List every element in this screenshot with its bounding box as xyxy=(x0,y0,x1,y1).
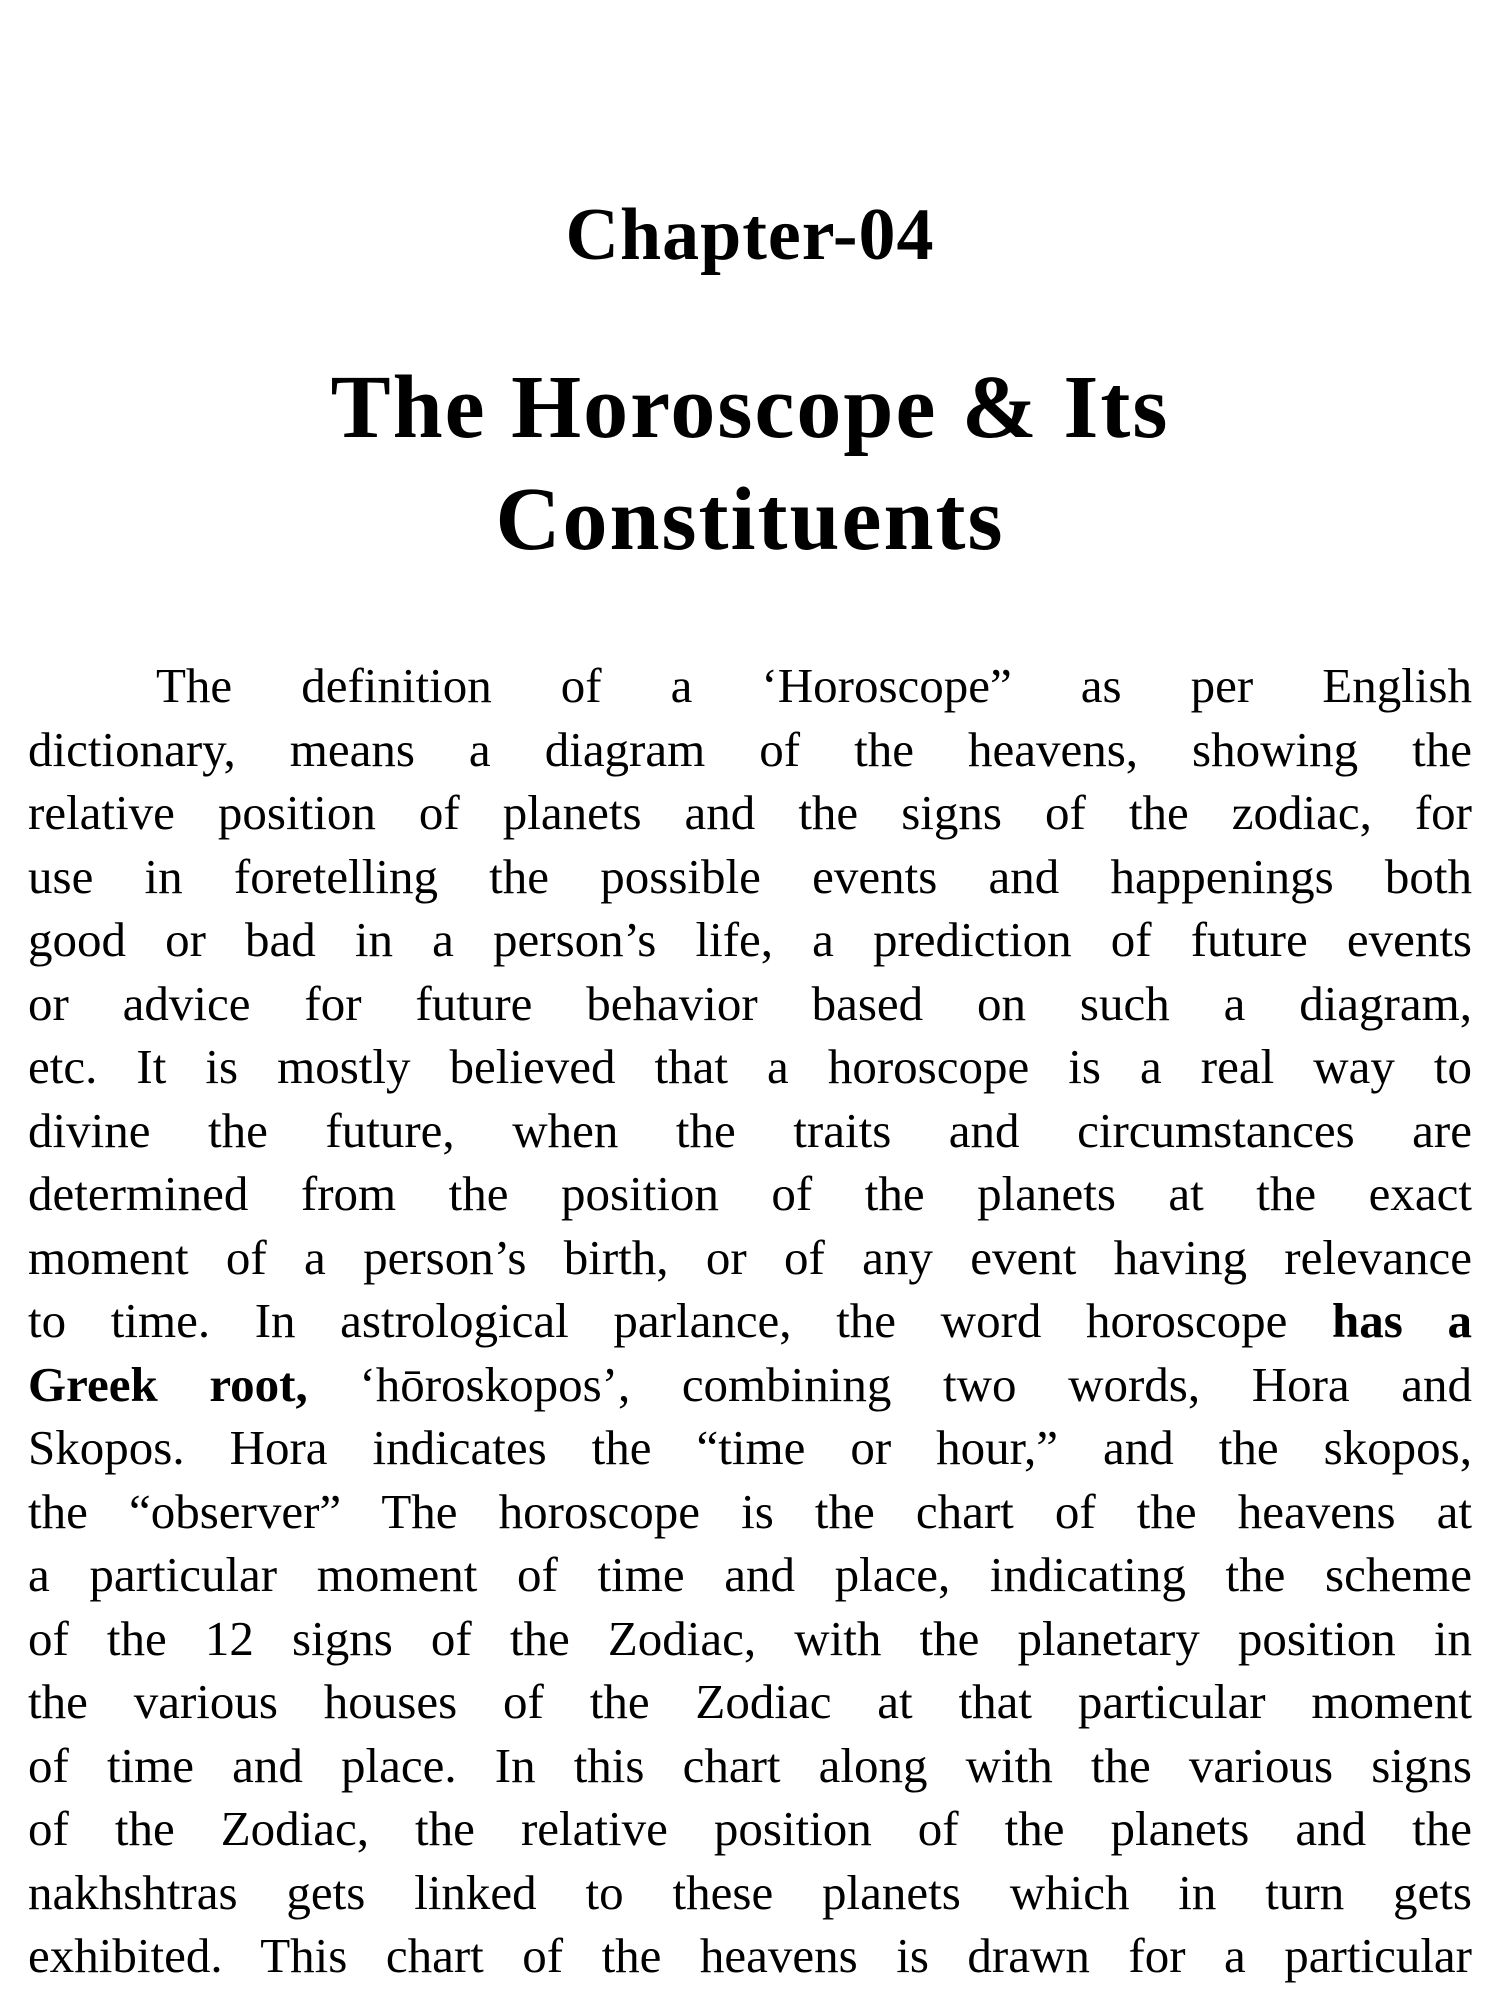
bold-phrase: Greek root, xyxy=(28,1356,308,1412)
paragraph-line: use in foretelling the possible events and happenings both xyxy=(28,848,1472,904)
chapter-title-line-1: The Horoscope & Its xyxy=(330,358,1170,457)
paragraph-line: Skopos. Hora indicates the “time or hour,” and the skopos, xyxy=(28,1420,1472,1475)
paragraph-line: divine the future, when the traits and circumstances are xyxy=(28,1102,1472,1158)
paragraph-line: The definition of a ‘Horoscope” as per English xyxy=(156,658,1472,713)
paragraph-line: of the Zodiac, the relative position of the planets and the xyxy=(28,1801,1472,1856)
paragraph-line: moment of a person’s birth, or of any event having relevance xyxy=(28,1229,1472,1285)
chapter-title xyxy=(0,352,1500,576)
paragraph-line: etc. It is mostly believed that a horoscope is a real way to xyxy=(28,1039,1472,1094)
chapter-label: Chapter-04 xyxy=(565,194,935,276)
paragraph-line xyxy=(28,1353,1472,1417)
body-paragraph xyxy=(28,654,1472,1988)
paragraph-line: exhibited. This chart of the heavens is drawn for a particular xyxy=(28,1928,1472,1983)
paragraph-line: of time and place. In this chart along with the various signs xyxy=(28,1737,1472,1793)
paragraph-line: good or bad in a person’s life, a prediction of future events xyxy=(28,912,1472,967)
paragraph-line: dictionary, means a diagram of the heavens, showing the xyxy=(28,721,1472,777)
paragraph-line: determined from the position of the planets at the exact xyxy=(28,1166,1472,1221)
paragraph-line: relative position of planets and the signs of the zodiac, for xyxy=(28,785,1472,840)
chapter-title-line-2: Constituents xyxy=(495,470,1005,569)
paragraph-line-text: to time. In astrological parlance, the word horoscope xyxy=(28,1293,1288,1348)
paragraph-line: a particular moment of time and place, indicating the scheme xyxy=(28,1547,1472,1602)
paragraph-line: or advice for future behavior based on such a diagram, xyxy=(28,975,1472,1031)
paragraph-line: nakhshtras gets linked to these planets which in turn gets xyxy=(28,1864,1472,1920)
paragraph-line: the various houses of the Zodiac at that particular moment xyxy=(28,1674,1472,1729)
bold-phrase: has a xyxy=(1332,1293,1472,1348)
paragraph-line-text: ‘hōroskopos’, combining two words, Hora and xyxy=(359,1356,1473,1412)
paragraph-line xyxy=(28,1289,1472,1353)
paragraph-line: of the 12 signs of the Zodiac, with the planetary position in xyxy=(28,1610,1472,1666)
paragraph-line: the “observer” The horoscope is the chart of the heavens at xyxy=(28,1483,1472,1539)
